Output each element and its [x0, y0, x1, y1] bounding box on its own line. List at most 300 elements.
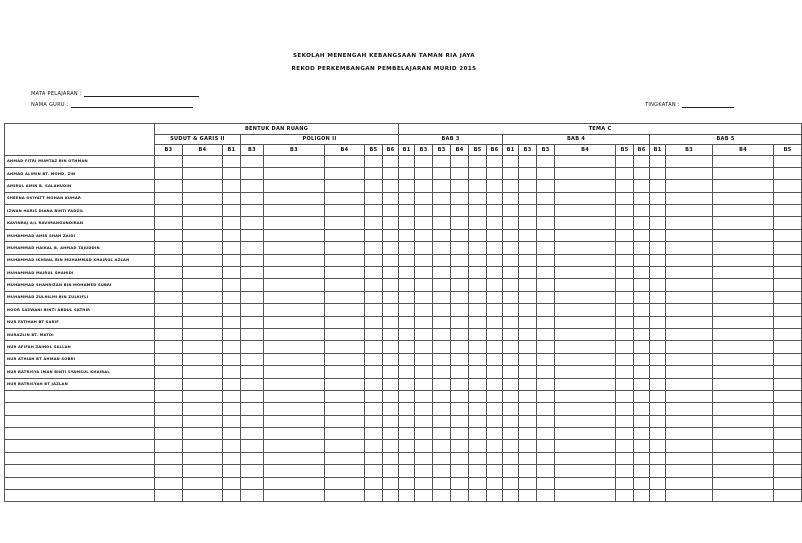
score-cell[interactable]: [666, 428, 713, 440]
score-cell[interactable]: [666, 465, 713, 477]
score-cell[interactable]: [264, 180, 325, 192]
score-cell[interactable]: [325, 167, 365, 179]
score-cell[interactable]: [469, 279, 487, 291]
score-cell[interactable]: [264, 205, 325, 217]
score-cell[interactable]: [365, 291, 383, 303]
score-cell[interactable]: [503, 477, 519, 489]
score-cell[interactable]: [241, 217, 264, 229]
score-cell[interactable]: [519, 242, 537, 254]
score-cell[interactable]: [537, 390, 555, 402]
score-cell[interactable]: [616, 428, 634, 440]
score-cell[interactable]: [241, 378, 264, 390]
score-cell[interactable]: [399, 304, 415, 316]
score-cell[interactable]: [469, 415, 487, 427]
score-cell[interactable]: [713, 267, 774, 279]
score-cell[interactable]: [183, 390, 223, 402]
score-cell[interactable]: [399, 353, 415, 365]
score-cell[interactable]: [503, 180, 519, 192]
score-cell[interactable]: [774, 378, 802, 390]
score-cell[interactable]: [469, 304, 487, 316]
score-cell[interactable]: [519, 403, 537, 415]
score-cell[interactable]: [469, 242, 487, 254]
score-cell[interactable]: [433, 304, 451, 316]
score-cell[interactable]: [223, 440, 241, 452]
score-cell[interactable]: [555, 316, 616, 328]
score-cell[interactable]: [503, 452, 519, 464]
score-cell[interactable]: [383, 465, 399, 477]
score-cell[interactable]: [399, 254, 415, 266]
score-cell[interactable]: [183, 403, 223, 415]
score-cell[interactable]: [503, 304, 519, 316]
score-cell[interactable]: [555, 291, 616, 303]
score-cell[interactable]: [451, 477, 469, 489]
score-cell[interactable]: [469, 490, 487, 502]
score-cell[interactable]: [399, 390, 415, 402]
score-cell[interactable]: [469, 378, 487, 390]
score-cell[interactable]: [650, 477, 666, 489]
score-cell[interactable]: [325, 291, 365, 303]
score-cell[interactable]: [325, 316, 365, 328]
score-cell[interactable]: [616, 205, 634, 217]
score-cell[interactable]: [555, 452, 616, 464]
score-cell[interactable]: [365, 279, 383, 291]
score-cell[interactable]: [519, 390, 537, 402]
score-cell[interactable]: [433, 366, 451, 378]
score-cell[interactable]: [774, 254, 802, 266]
score-cell[interactable]: [223, 192, 241, 204]
score-cell[interactable]: [451, 155, 469, 167]
score-cell[interactable]: [519, 465, 537, 477]
score-cell[interactable]: [666, 477, 713, 489]
score-cell[interactable]: [634, 192, 650, 204]
score-cell[interactable]: [555, 217, 616, 229]
score-cell[interactable]: [433, 477, 451, 489]
score-cell[interactable]: [487, 279, 503, 291]
score-cell[interactable]: [650, 267, 666, 279]
score-cell[interactable]: [415, 415, 433, 427]
score-cell[interactable]: [155, 452, 183, 464]
score-cell[interactable]: [774, 180, 802, 192]
score-cell[interactable]: [264, 267, 325, 279]
score-cell[interactable]: [616, 167, 634, 179]
score-cell[interactable]: [469, 328, 487, 340]
score-cell[interactable]: [537, 378, 555, 390]
score-cell[interactable]: [666, 366, 713, 378]
score-cell[interactable]: [555, 390, 616, 402]
score-cell[interactable]: [616, 217, 634, 229]
score-cell[interactable]: [383, 167, 399, 179]
score-cell[interactable]: [383, 390, 399, 402]
score-cell[interactable]: [223, 316, 241, 328]
score-cell[interactable]: [264, 440, 325, 452]
score-cell[interactable]: [415, 428, 433, 440]
score-cell[interactable]: [241, 366, 264, 378]
score-cell[interactable]: [616, 254, 634, 266]
score-cell[interactable]: [415, 254, 433, 266]
score-cell[interactable]: [183, 254, 223, 266]
score-cell[interactable]: [616, 415, 634, 427]
score-cell[interactable]: [519, 180, 537, 192]
score-cell[interactable]: [383, 440, 399, 452]
score-cell[interactable]: [241, 415, 264, 427]
score-cell[interactable]: [264, 490, 325, 502]
score-cell[interactable]: [713, 390, 774, 402]
score-cell[interactable]: [616, 279, 634, 291]
score-cell[interactable]: [487, 267, 503, 279]
score-cell[interactable]: [519, 267, 537, 279]
score-cell[interactable]: [399, 477, 415, 489]
score-cell[interactable]: [555, 341, 616, 353]
score-cell[interactable]: [223, 465, 241, 477]
score-cell[interactable]: [555, 180, 616, 192]
score-cell[interactable]: [399, 378, 415, 390]
score-cell[interactable]: [241, 353, 264, 365]
score-cell[interactable]: [433, 428, 451, 440]
score-cell[interactable]: [634, 428, 650, 440]
score-cell[interactable]: [451, 452, 469, 464]
score-cell[interactable]: [713, 167, 774, 179]
score-cell[interactable]: [223, 267, 241, 279]
score-cell[interactable]: [503, 192, 519, 204]
score-cell[interactable]: [451, 490, 469, 502]
score-cell[interactable]: [666, 378, 713, 390]
score-cell[interactable]: [666, 452, 713, 464]
score-cell[interactable]: [634, 490, 650, 502]
score-cell[interactable]: [616, 341, 634, 353]
score-cell[interactable]: [433, 390, 451, 402]
score-cell[interactable]: [223, 378, 241, 390]
score-cell[interactable]: [774, 366, 802, 378]
score-cell[interactable]: [537, 440, 555, 452]
score-cell[interactable]: [223, 167, 241, 179]
score-cell[interactable]: [155, 167, 183, 179]
score-cell[interactable]: [241, 341, 264, 353]
score-cell[interactable]: [365, 328, 383, 340]
score-cell[interactable]: [503, 465, 519, 477]
score-cell[interactable]: [399, 316, 415, 328]
score-cell[interactable]: [383, 316, 399, 328]
score-cell[interactable]: [634, 403, 650, 415]
score-cell[interactable]: [487, 155, 503, 167]
score-cell[interactable]: [155, 192, 183, 204]
score-cell[interactable]: [487, 167, 503, 179]
score-cell[interactable]: [365, 366, 383, 378]
score-cell[interactable]: [155, 477, 183, 489]
score-cell[interactable]: [241, 452, 264, 464]
score-cell[interactable]: [383, 428, 399, 440]
teacher-field[interactable]: [71, 102, 193, 108]
score-cell[interactable]: [555, 155, 616, 167]
score-cell[interactable]: [650, 452, 666, 464]
score-cell[interactable]: [325, 192, 365, 204]
score-cell[interactable]: [365, 180, 383, 192]
score-cell[interactable]: [774, 452, 802, 464]
score-cell[interactable]: [650, 328, 666, 340]
score-cell[interactable]: [415, 353, 433, 365]
score-cell[interactable]: [325, 366, 365, 378]
score-cell[interactable]: [264, 279, 325, 291]
score-cell[interactable]: [415, 155, 433, 167]
score-cell[interactable]: [433, 316, 451, 328]
score-cell[interactable]: [616, 229, 634, 241]
score-cell[interactable]: [666, 229, 713, 241]
score-cell[interactable]: [399, 267, 415, 279]
score-cell[interactable]: [634, 378, 650, 390]
score-cell[interactable]: [415, 192, 433, 204]
score-cell[interactable]: [469, 403, 487, 415]
score-cell[interactable]: [451, 378, 469, 390]
score-cell[interactable]: [383, 304, 399, 316]
score-cell[interactable]: [503, 403, 519, 415]
score-cell[interactable]: [241, 428, 264, 440]
score-cell[interactable]: [155, 205, 183, 217]
score-cell[interactable]: [519, 440, 537, 452]
score-cell[interactable]: [713, 328, 774, 340]
score-cell[interactable]: [155, 291, 183, 303]
score-cell[interactable]: [451, 267, 469, 279]
score-cell[interactable]: [415, 279, 433, 291]
score-cell[interactable]: [537, 403, 555, 415]
score-cell[interactable]: [650, 192, 666, 204]
score-cell[interactable]: [774, 167, 802, 179]
score-cell[interactable]: [666, 328, 713, 340]
score-cell[interactable]: [415, 291, 433, 303]
score-cell[interactable]: [264, 328, 325, 340]
score-cell[interactable]: [433, 242, 451, 254]
score-cell[interactable]: [537, 180, 555, 192]
score-cell[interactable]: [616, 477, 634, 489]
score-cell[interactable]: [503, 440, 519, 452]
score-cell[interactable]: [155, 304, 183, 316]
score-cell[interactable]: [503, 279, 519, 291]
score-cell[interactable]: [241, 205, 264, 217]
score-cell[interactable]: [555, 254, 616, 266]
score-cell[interactable]: [650, 465, 666, 477]
score-cell[interactable]: [183, 229, 223, 241]
score-cell[interactable]: [415, 378, 433, 390]
score-cell[interactable]: [451, 366, 469, 378]
score-cell[interactable]: [241, 254, 264, 266]
score-cell[interactable]: [241, 242, 264, 254]
score-cell[interactable]: [634, 477, 650, 489]
score-cell[interactable]: [555, 229, 616, 241]
score-cell[interactable]: [451, 341, 469, 353]
score-cell[interactable]: [223, 205, 241, 217]
score-cell[interactable]: [451, 192, 469, 204]
score-cell[interactable]: [415, 440, 433, 452]
score-cell[interactable]: [537, 267, 555, 279]
score-cell[interactable]: [451, 291, 469, 303]
score-cell[interactable]: [433, 217, 451, 229]
score-cell[interactable]: [487, 254, 503, 266]
score-cell[interactable]: [183, 267, 223, 279]
score-cell[interactable]: [774, 440, 802, 452]
score-cell[interactable]: [325, 304, 365, 316]
score-cell[interactable]: [264, 167, 325, 179]
score-cell[interactable]: [325, 440, 365, 452]
score-cell[interactable]: [451, 304, 469, 316]
score-cell[interactable]: [713, 366, 774, 378]
score-cell[interactable]: [264, 217, 325, 229]
score-cell[interactable]: [399, 192, 415, 204]
score-cell[interactable]: [155, 180, 183, 192]
score-cell[interactable]: [469, 229, 487, 241]
score-cell[interactable]: [365, 477, 383, 489]
score-cell[interactable]: [155, 490, 183, 502]
score-cell[interactable]: [264, 242, 325, 254]
score-cell[interactable]: [183, 180, 223, 192]
score-cell[interactable]: [399, 217, 415, 229]
score-cell[interactable]: [634, 291, 650, 303]
score-cell[interactable]: [616, 490, 634, 502]
score-cell[interactable]: [469, 217, 487, 229]
score-cell[interactable]: [713, 180, 774, 192]
score-cell[interactable]: [383, 378, 399, 390]
score-cell[interactable]: [469, 428, 487, 440]
score-cell[interactable]: [503, 155, 519, 167]
score-cell[interactable]: [399, 403, 415, 415]
score-cell[interactable]: [325, 254, 365, 266]
score-cell[interactable]: [537, 366, 555, 378]
score-cell[interactable]: [325, 390, 365, 402]
score-cell[interactable]: [519, 291, 537, 303]
score-cell[interactable]: [666, 353, 713, 365]
score-cell[interactable]: [264, 366, 325, 378]
score-cell[interactable]: [223, 390, 241, 402]
score-cell[interactable]: [487, 490, 503, 502]
score-cell[interactable]: [650, 229, 666, 241]
score-cell[interactable]: [264, 428, 325, 440]
score-cell[interactable]: [383, 341, 399, 353]
score-cell[interactable]: [325, 279, 365, 291]
score-cell[interactable]: [223, 403, 241, 415]
score-cell[interactable]: [183, 415, 223, 427]
score-cell[interactable]: [241, 390, 264, 402]
score-cell[interactable]: [264, 304, 325, 316]
score-cell[interactable]: [713, 490, 774, 502]
score-cell[interactable]: [223, 229, 241, 241]
score-cell[interactable]: [469, 291, 487, 303]
score-cell[interactable]: [383, 205, 399, 217]
score-cell[interactable]: [634, 217, 650, 229]
score-cell[interactable]: [666, 205, 713, 217]
score-cell[interactable]: [713, 378, 774, 390]
score-cell[interactable]: [399, 279, 415, 291]
score-cell[interactable]: [650, 353, 666, 365]
score-cell[interactable]: [223, 155, 241, 167]
score-cell[interactable]: [433, 403, 451, 415]
score-cell[interactable]: [399, 167, 415, 179]
score-cell[interactable]: [451, 180, 469, 192]
score-cell[interactable]: [383, 452, 399, 464]
score-cell[interactable]: [183, 205, 223, 217]
score-cell[interactable]: [451, 353, 469, 365]
score-cell[interactable]: [774, 267, 802, 279]
score-cell[interactable]: [650, 366, 666, 378]
score-cell[interactable]: [774, 465, 802, 477]
score-cell[interactable]: [774, 192, 802, 204]
score-cell[interactable]: [503, 366, 519, 378]
score-cell[interactable]: [555, 366, 616, 378]
score-cell[interactable]: [241, 403, 264, 415]
score-cell[interactable]: [433, 167, 451, 179]
score-cell[interactable]: [537, 229, 555, 241]
score-cell[interactable]: [537, 415, 555, 427]
score-cell[interactable]: [433, 192, 451, 204]
score-cell[interactable]: [264, 477, 325, 489]
score-cell[interactable]: [433, 291, 451, 303]
score-cell[interactable]: [537, 465, 555, 477]
score-cell[interactable]: [537, 428, 555, 440]
score-cell[interactable]: [713, 304, 774, 316]
score-cell[interactable]: [487, 366, 503, 378]
score-cell[interactable]: [616, 180, 634, 192]
score-cell[interactable]: [713, 428, 774, 440]
score-cell[interactable]: [616, 304, 634, 316]
score-cell[interactable]: [634, 390, 650, 402]
score-cell[interactable]: [616, 440, 634, 452]
score-cell[interactable]: [325, 205, 365, 217]
score-cell[interactable]: [713, 192, 774, 204]
score-cell[interactable]: [503, 378, 519, 390]
score-cell[interactable]: [383, 180, 399, 192]
score-cell[interactable]: [399, 180, 415, 192]
score-cell[interactable]: [451, 254, 469, 266]
score-cell[interactable]: [415, 316, 433, 328]
score-cell[interactable]: [241, 465, 264, 477]
score-cell[interactable]: [713, 205, 774, 217]
score-cell[interactable]: [650, 304, 666, 316]
score-cell[interactable]: [415, 328, 433, 340]
score-cell[interactable]: [433, 279, 451, 291]
score-cell[interactable]: [365, 205, 383, 217]
score-cell[interactable]: [713, 341, 774, 353]
score-cell[interactable]: [650, 254, 666, 266]
score-cell[interactable]: [503, 328, 519, 340]
score-cell[interactable]: [503, 267, 519, 279]
score-cell[interactable]: [433, 229, 451, 241]
score-cell[interactable]: [503, 205, 519, 217]
score-cell[interactable]: [183, 192, 223, 204]
score-cell[interactable]: [555, 267, 616, 279]
score-cell[interactable]: [616, 390, 634, 402]
score-cell[interactable]: [650, 378, 666, 390]
score-cell[interactable]: [325, 229, 365, 241]
score-cell[interactable]: [503, 167, 519, 179]
score-cell[interactable]: [503, 242, 519, 254]
score-cell[interactable]: [241, 229, 264, 241]
score-cell[interactable]: [634, 415, 650, 427]
score-cell[interactable]: [183, 155, 223, 167]
score-cell[interactable]: [451, 217, 469, 229]
score-cell[interactable]: [365, 242, 383, 254]
score-cell[interactable]: [325, 403, 365, 415]
score-cell[interactable]: [774, 291, 802, 303]
score-cell[interactable]: [264, 316, 325, 328]
score-cell[interactable]: [537, 490, 555, 502]
score-cell[interactable]: [433, 267, 451, 279]
score-cell[interactable]: [223, 304, 241, 316]
score-cell[interactable]: [415, 304, 433, 316]
score-cell[interactable]: [399, 341, 415, 353]
score-cell[interactable]: [264, 291, 325, 303]
score-cell[interactable]: [183, 217, 223, 229]
score-cell[interactable]: [634, 279, 650, 291]
score-cell[interactable]: [519, 229, 537, 241]
score-cell[interactable]: [519, 217, 537, 229]
score-cell[interactable]: [241, 304, 264, 316]
score-cell[interactable]: [666, 279, 713, 291]
